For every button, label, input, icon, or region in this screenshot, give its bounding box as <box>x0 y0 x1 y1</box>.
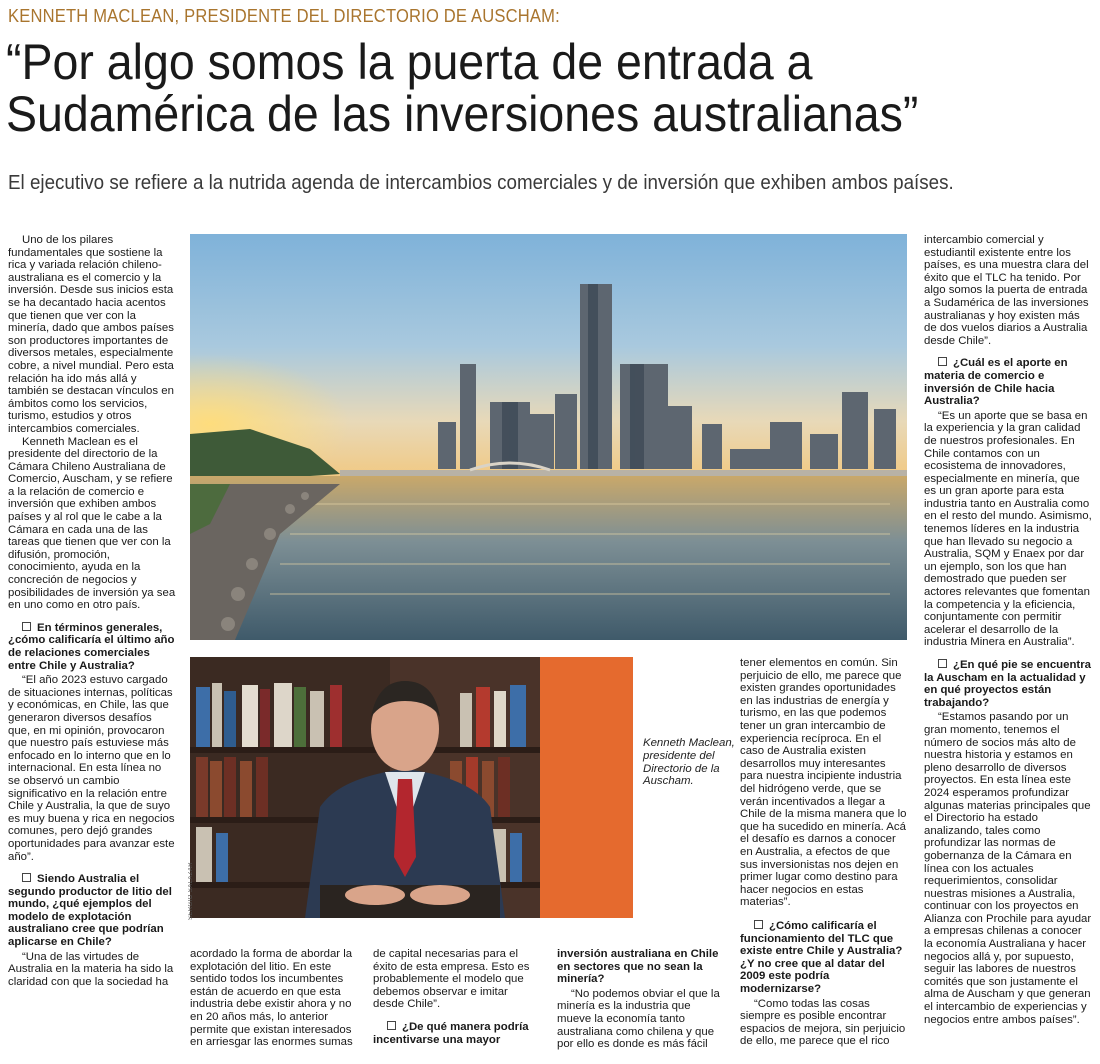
article-subheadline: El ejecutivo se refiere a la nutrida agenda de intercambios comerciales y de inversión que exhiben ambos países. <box>8 172 954 194</box>
column-5-bottom <box>740 918 908 1062</box>
answer-4-end: intercambio comercial y estudiantil existente entre los países, es una muestra clara del éxito que el TLC ha tenido. Por algo somos la puerta de entrada a Sudamérica de las inversiones australianas y hoy existen más de dos vuelos diarios a Australia desde Chile”. <box>924 234 1089 347</box>
article-kicker: KENNETH MACLEAN, PRESIDENTE DEL DIRECTORIO DE AUSCHAM: <box>8 6 560 26</box>
question-marker-icon <box>938 659 947 668</box>
question-5: ¿Cuál es el aporte en materia de comercio e inversión de Chile hacia Australia? <box>924 357 1068 408</box>
question-1: En términos generales, ¿cómo calificaría el último año de relaciones comerciales entre Chile y Australia? <box>8 621 175 672</box>
answer-2-start: “Una de las virtudes de Australia en la materia ha sido la claridad con que la sociedad ha <box>8 950 174 988</box>
question-3: ¿De qué manera podría incentivarse una mayor <box>373 1020 529 1046</box>
question-marker-icon <box>22 873 31 882</box>
column-6 <box>924 234 1092 1062</box>
answer-1: “El año 2023 estuvo cargado de situaciones internas, políticas y económicas, en Chile, las que generaron diversos desafíos que, en mi opinión, provocaron que nuestro país estuviese más enfocado en lo interno que en lo internacional. En esta línea no se observó un cambio significativo en la relación entre Chile y Australia, la que de suyo es muy buena y rica en negocios comunes, pero dejó grandes oportunidades para avanzar este año”. <box>8 674 175 863</box>
answer-3-end: tener elementos en común. Sin perjuicio de ello, me parece que existen grandes oportunidades en las industrias de energía y turismo, en las que podemos tener un gran intercambio de experiencia recíproca. En el caso de Australia existen desarrollos muy interesantes para nuestra incipiente industria del hidrógeno verde, que se verán incentivados a llegar a Chile de la misma manera que lo que ha sucedido en minería. Acá el desafío es darnos a conocer en Australia, a efectos de que sus inversionistas nos dejen en primer lugar como destino para hacer negocios en estas materias”. <box>740 657 907 907</box>
photo-credit: SERGIO SALAZAR <box>188 862 194 920</box>
question-6: ¿En qué pie se encuentra la Auscham en la actualidad y en qué proyectos están trabajando? <box>924 659 1091 709</box>
column-2-bottom <box>190 948 356 1062</box>
brisbane-skyline-photo <box>190 234 907 640</box>
question-marker-icon <box>754 920 763 929</box>
portrait-caption: Kenneth Maclean, presidente del Directorio de la Auscham. <box>643 737 735 788</box>
question-3-cont: inversión australiana en Chile en sectores que no sean la minería? <box>557 948 719 986</box>
question-2: Siendo Australia el segundo productor de litio del mundo, ¿qué ejemplos del modelo de explotación australiano cree que podrían aplicarse en Chile? <box>8 873 172 949</box>
question-marker-icon <box>938 357 947 366</box>
kenneth-maclean-portrait-photo <box>190 657 633 918</box>
question-marker-icon <box>387 1021 396 1030</box>
intro-paragraph-1: Uno de los pilares fundamentales que sostiene la rica y variada relación chileno-australiana es el comercio y la inversión. Desde sus inicios esta se ha decantado hacia acentos que tienen que ver con la minería, dado que ambos países son productores importantes de diversos metales, especialmente cobre, a nivel mundial. Pero esta relación ha ido más allá y también se destacan vínculos en ámbitos como los servicios, turismo, estudios y otros intercambios comerciales. <box>8 234 174 435</box>
intro-paragraph-2: Kenneth Maclean es el presidente del directorio de la Cámara Chileno Australiana de Comercio, Auscham, y se refiere a la relación de comercio e inversión que exhiben ambos países y al rol que le cabe a la Cámara en cada una de las tareas que tienen que ver con la difusión, promoción, conocimiento, ayuda en la concreción de negocios y posibilidades de inversión ya sea en uno como en otro país. <box>8 435 176 612</box>
question-4: ¿Cómo calificaría el funcionamiento del TLC que existe entre Chile y Australia? ¿Y no cree que al datar del 2009 este podría modernizarse? <box>740 920 903 995</box>
column-4-bottom <box>557 948 725 1062</box>
answer-2-end: de capital necesarias para el éxito de esta empresa. Esto es probablemente el modelo que debemos observar e imitar desde Chile”. <box>373 948 530 1011</box>
question-marker-icon <box>22 622 31 631</box>
column-4 <box>740 657 908 907</box>
answer-2-cont: acordado la forma de abordar la explotación del litio. En este sentido todos los incumbentes están de acuerdo en que esta industria debe existir ahora y no en 20 años más, lo anterior permite que existan interesados en arriesgar las enormes sumas <box>190 948 353 1049</box>
article-headline <box>6 36 1020 140</box>
column-1 <box>8 234 176 1062</box>
answer-5: “Es un aporte que se basa en la experiencia y la gran calidad de nuestros profesionales. En Chile contamos con un ecosistema de innovadores, especialmente en minería, que es un gran aporte para esta industria tanto en Australia como en el resto del mundo. Asimismo, tenemos líderes en la industria que han llevado su negocio a Australia, SQM y Enaex por dar un ejemplo, son los que han demostrado que pueden ser actores relevantes que fomentan la competencia y la eficiencia, conjuntamente con permitir acelerar el desarrollo de la industria Minera en Australia”. <box>924 409 1092 649</box>
headline-line-1: “Por algo somos la puerta de entrada a <box>6 34 813 90</box>
answer-3-start: “No podemos obviar el que la minería es la industria que mueve la economía tanto australiana como chilena y que por ello es donde es más fácil <box>557 987 720 1051</box>
column-3-bottom <box>373 948 541 1062</box>
answer-4-start: “Como todas las cosas siempre es posible encontrar espacios de mejora, sin perjuicio de ello, me parece que el rico <box>740 997 906 1048</box>
answer-6: “Estamos pasando por un gran momento, tenemos el número de socios más alto de nuestra historia y estamos en pleno desarrollo de diversos proyectos. En esta línea este 2024 esperamos profundizar algunas materias principales que el Directorio ha estado analizando, tales como profundizar las normas de gobernanza de la Cámara en línea con los actuales requerimientos, consolidar nuestras misiones a Australia, continuar con los proyectos en Alianza con Prochile para ayudar a empresas chilenas a conocer la economía Australiana y hacer negocios allá y, por supuesto, seguir las labores de nuestros comités que son justamente el alma de Auscham y que generan el intercambio de experiencias y negocios entre ambos países”. <box>924 711 1092 1026</box>
headline-line-2: Sudamérica de las inversiones australianas” <box>6 86 919 142</box>
